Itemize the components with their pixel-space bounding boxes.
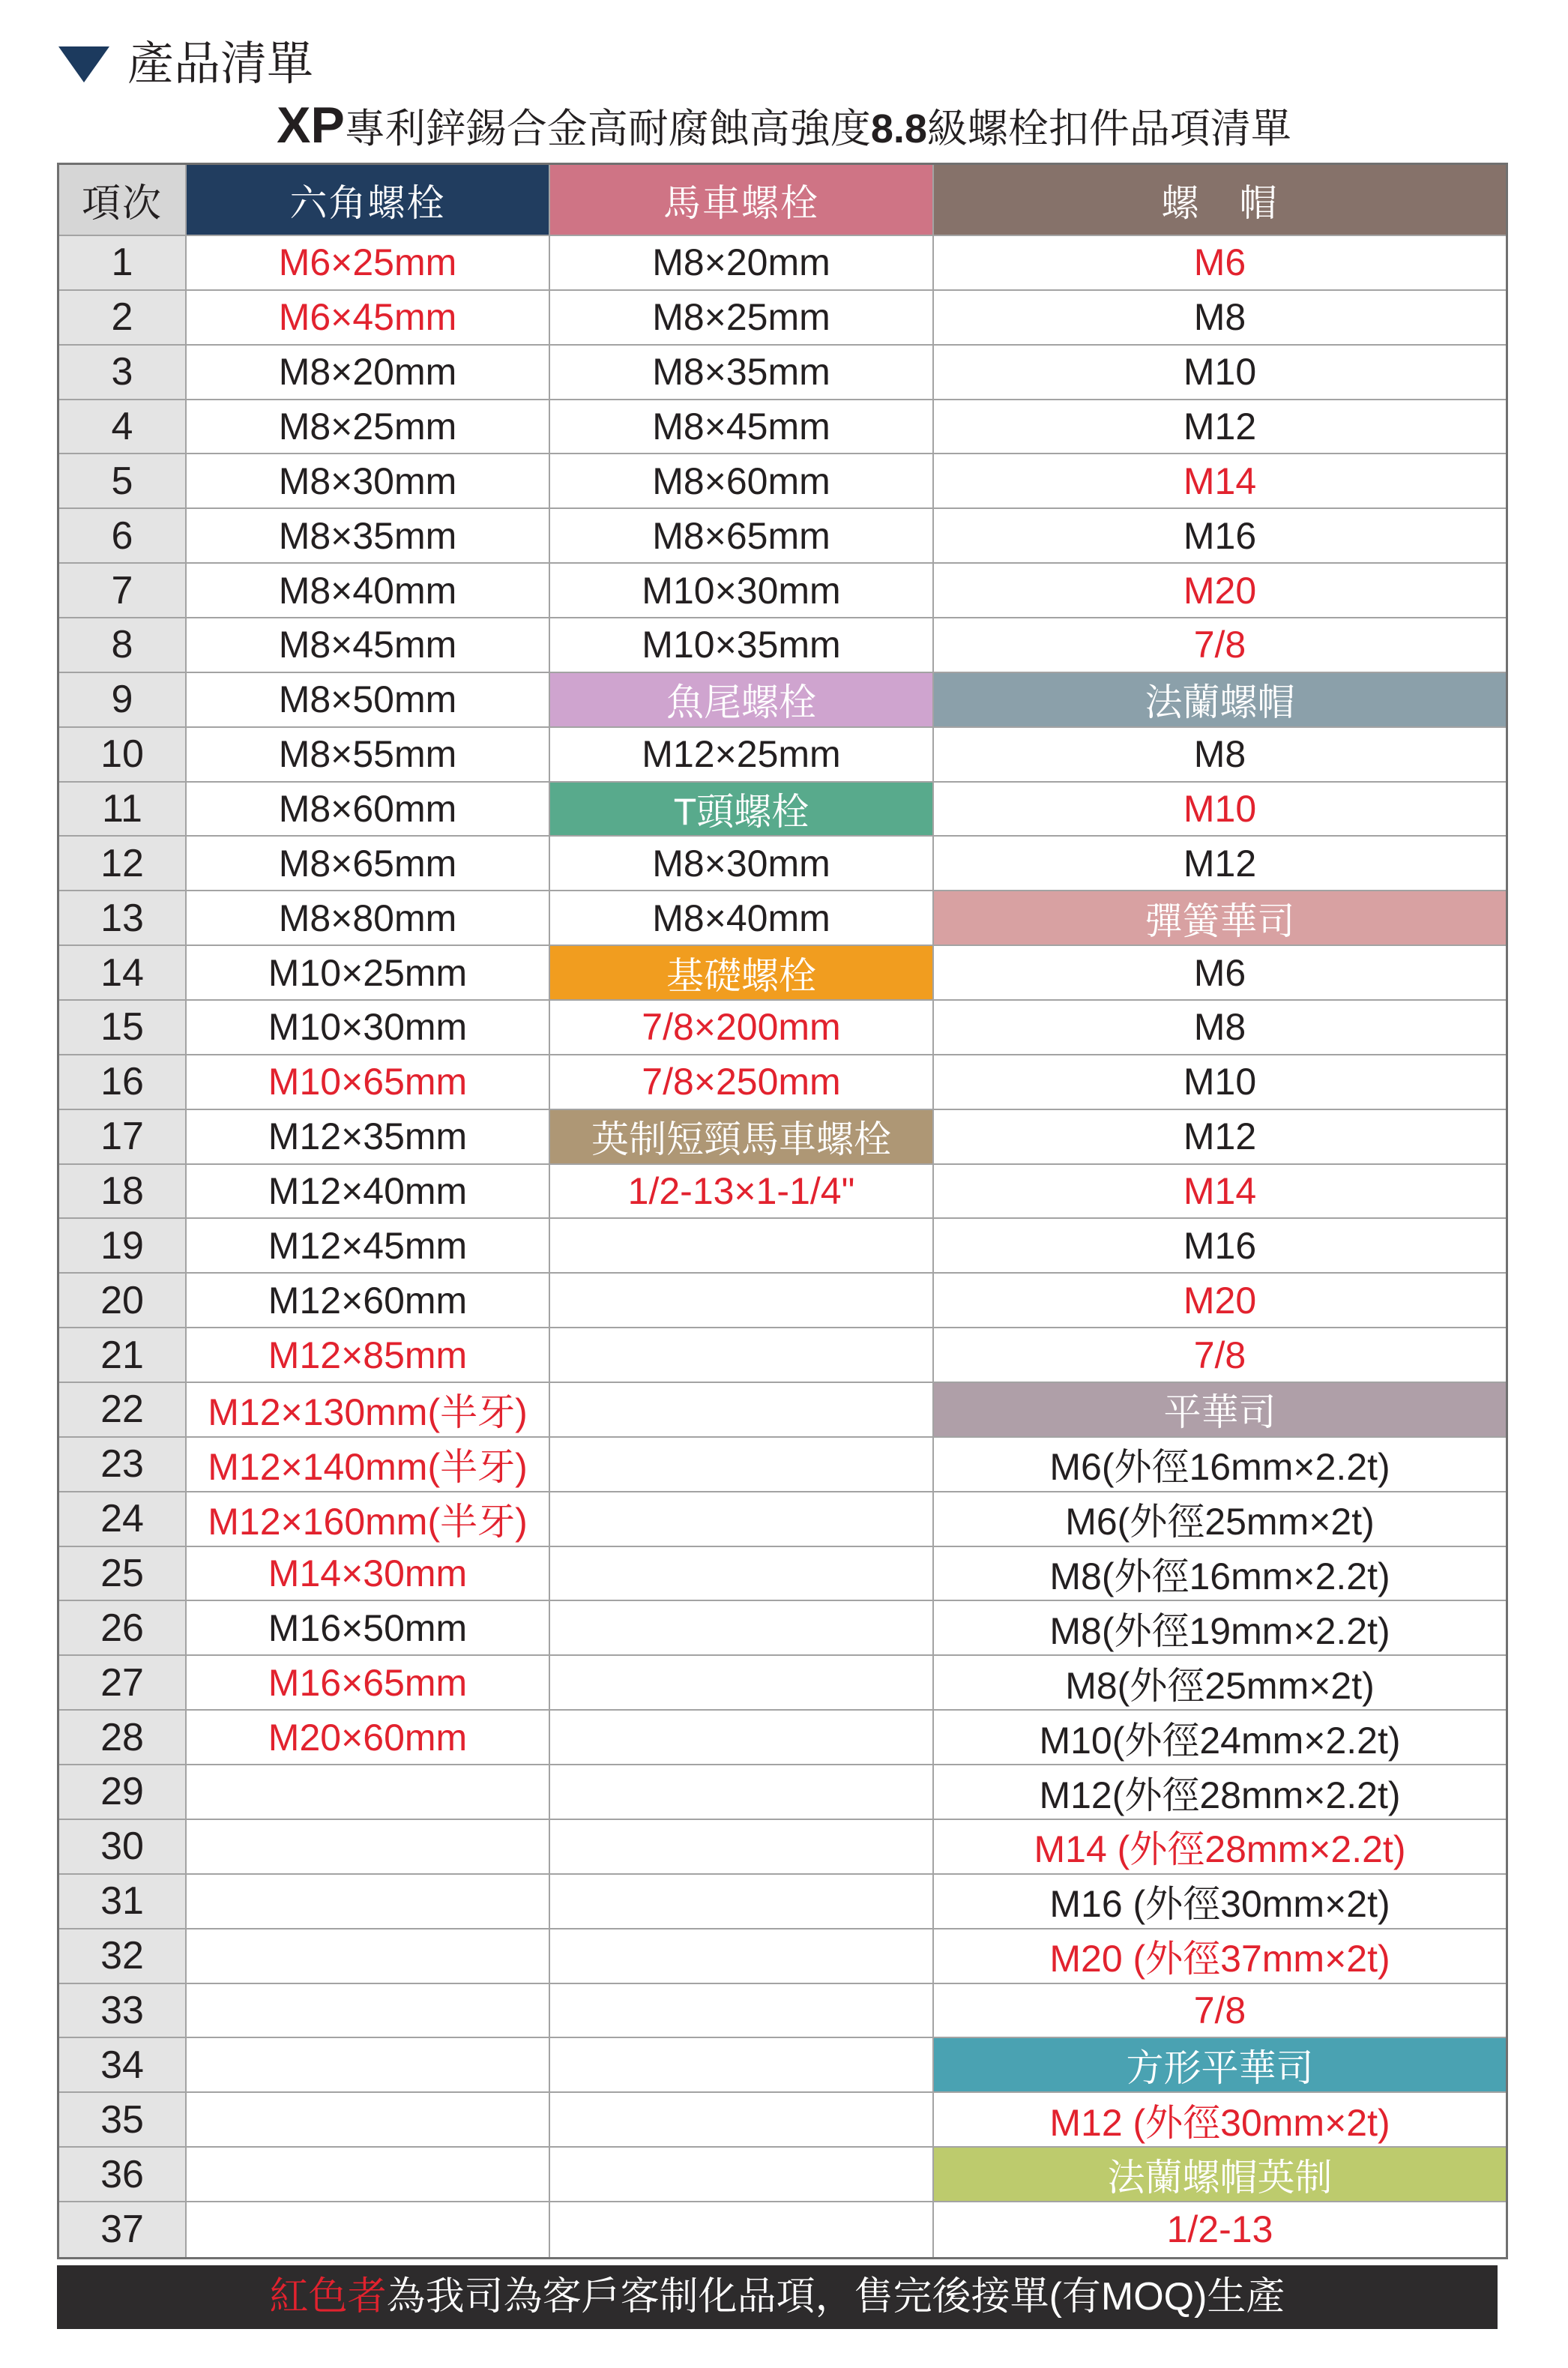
- nut-cell: M10(外徑24mm×2.2t): [934, 1711, 1506, 1765]
- section-header-cell: 魚尾螺栓: [550, 673, 934, 728]
- nut-cell: M8: [934, 291, 1506, 346]
- row-number: 17: [59, 1110, 187, 1165]
- nut-cell: M10: [934, 346, 1506, 400]
- row-number: 25: [59, 1547, 187, 1602]
- hex-bolt-cell: M8×30mm: [187, 454, 550, 509]
- nut-cell: M20: [934, 1274, 1506, 1328]
- carriage-bolt-cell-empty: [550, 2148, 934, 2202]
- row-number: 7: [59, 564, 187, 618]
- nut-cell: 7/8: [934, 1328, 1506, 1383]
- carriage-bolt-cell-empty: [550, 1383, 934, 1438]
- carriage-bolt-cell: M10×30mm: [550, 564, 934, 618]
- hex-bolt-cell: M12×85mm: [187, 1328, 550, 1383]
- row-number: 16: [59, 1055, 187, 1110]
- row-number: 1: [59, 236, 187, 291]
- nut-cell: 7/8: [934, 618, 1506, 673]
- nut-cell: M16: [934, 509, 1506, 564]
- nut-cell: M12(外徑28mm×2.2t): [934, 1765, 1506, 1820]
- nut-cell: M6(外徑25mm×2t): [934, 1492, 1506, 1547]
- row-number: 4: [59, 400, 187, 455]
- row-number: 10: [59, 728, 187, 783]
- hex-bolt-cell: M8×55mm: [187, 728, 550, 783]
- hex-bolt-cell: M16×50mm: [187, 1601, 550, 1656]
- hex-bolt-cell: M8×45mm: [187, 618, 550, 673]
- hex-bolt-cell: M12×40mm: [187, 1165, 550, 1220]
- nut-cell: M12 (外徑30mm×2t): [934, 2093, 1506, 2148]
- hex-bolt-cell: M10×65mm: [187, 1055, 550, 1110]
- hex-bolt-cell-empty: [187, 2093, 550, 2148]
- product-table: [57, 163, 1508, 2259]
- carriage-bolt-cell: 7/8×200mm: [550, 1001, 934, 1055]
- triangle-down-icon: [58, 46, 109, 82]
- hex-bolt-cell: M20×60mm: [187, 1711, 550, 1765]
- carriage-bolt-cell-empty: [550, 1547, 934, 1602]
- nut-cell: M8(外徑16mm×2.2t): [934, 1547, 1506, 1602]
- carriage-bolt-cell-empty: [550, 1219, 934, 1274]
- row-number: 22: [59, 1383, 187, 1438]
- hex-bolt-cell: M8×25mm: [187, 400, 550, 455]
- carriage-bolt-cell-empty: [550, 2038, 934, 2093]
- section-header-cell: 基礎螺栓: [550, 946, 934, 1001]
- row-number: 2: [59, 291, 187, 346]
- carriage-bolt-cell: M8×35mm: [550, 346, 934, 400]
- row-number: 19: [59, 1219, 187, 1274]
- section-header-cell: 平華司: [934, 1383, 1506, 1438]
- footer-text: 為我司為客戶客制化品項，售完後接單(有MOQ)生產: [386, 2275, 1285, 2319]
- hex-bolt-cell-empty: [187, 2148, 550, 2202]
- nut-cell: M20 (外徑37mm×2t): [934, 1929, 1506, 1984]
- carriage-bolt-cell: M10×35mm: [550, 618, 934, 673]
- document-title: [0, 96, 1568, 158]
- hex-bolt-cell: M12×60mm: [187, 1274, 550, 1328]
- page-heading: 產品清單: [127, 38, 314, 90]
- section-header-cell: 英制短頸馬車螺栓: [550, 1110, 934, 1165]
- title-brand: XP: [277, 97, 345, 154]
- row-number: 36: [59, 2148, 187, 2202]
- carriage-bolt-cell-empty: [550, 1711, 934, 1765]
- row-number: 26: [59, 1601, 187, 1656]
- nut-cell: M6: [934, 236, 1506, 291]
- hex-bolt-cell: M14×30mm: [187, 1547, 550, 1602]
- row-number: 37: [59, 2202, 187, 2257]
- hex-bolt-cell-empty: [187, 2202, 550, 2257]
- row-number: 11: [59, 783, 187, 837]
- title-grade: 8.8: [870, 106, 927, 151]
- hex-bolt-cell: M10×30mm: [187, 1001, 550, 1055]
- row-number: 24: [59, 1492, 187, 1547]
- row-number: 21: [59, 1328, 187, 1383]
- hex-bolt-cell-empty: [187, 1984, 550, 2039]
- hex-bolt-cell: M8×35mm: [187, 509, 550, 564]
- column-header-carriage: 馬車螺栓: [550, 165, 934, 236]
- hex-bolt-cell: M8×60mm: [187, 783, 550, 837]
- carriage-bolt-cell-empty: [550, 1492, 934, 1547]
- nut-cell: M10: [934, 1055, 1506, 1110]
- hex-bolt-cell: M8×80mm: [187, 891, 550, 946]
- nut-cell: M8(外徑19mm×2.2t): [934, 1601, 1506, 1656]
- nut-cell: M6(外徑16mm×2.2t): [934, 1438, 1506, 1492]
- row-number: 13: [59, 891, 187, 946]
- carriage-bolt-cell-empty: [550, 1929, 934, 1984]
- hex-bolt-cell: M6×25mm: [187, 236, 550, 291]
- nut-cell: 7/8: [934, 1984, 1506, 2039]
- nut-cell: M12: [934, 1110, 1506, 1165]
- carriage-bolt-cell-empty: [550, 1765, 934, 1820]
- carriage-bolt-cell: M8×40mm: [550, 891, 934, 946]
- hex-bolt-cell: M8×65mm: [187, 837, 550, 891]
- row-number: 20: [59, 1274, 187, 1328]
- row-number: 18: [59, 1165, 187, 1220]
- carriage-bolt-cell: M8×65mm: [550, 509, 934, 564]
- nut-cell: M12: [934, 837, 1506, 891]
- title-part-1: 專利鋅錫合金高耐腐蝕高強度: [344, 106, 871, 151]
- column-header-nut: 螺 帽: [934, 165, 1506, 236]
- column-header-hex: 六角螺栓: [187, 165, 550, 236]
- row-number: 14: [59, 946, 187, 1001]
- section-header-cell: 彈簧華司: [934, 891, 1506, 946]
- row-number: 23: [59, 1438, 187, 1492]
- nut-cell: M16 (外徑30mm×2t): [934, 1875, 1506, 1929]
- row-number: 34: [59, 2038, 187, 2093]
- hex-bolt-cell-empty: [187, 1765, 550, 1820]
- section-header-cell: 法蘭螺帽: [934, 673, 1506, 728]
- row-number: 31: [59, 1875, 187, 1929]
- column-header-no: 項次: [59, 165, 187, 236]
- section-header-cell: 方形平華司: [934, 2038, 1506, 2093]
- nut-cell: M16: [934, 1219, 1506, 1274]
- carriage-bolt-cell-empty: [550, 2202, 934, 2257]
- row-number: 32: [59, 1929, 187, 1984]
- nut-cell: M10: [934, 783, 1506, 837]
- row-number: 6: [59, 509, 187, 564]
- hex-bolt-cell: M6×45mm: [187, 291, 550, 346]
- hex-bolt-cell: M12×45mm: [187, 1219, 550, 1274]
- row-number: 5: [59, 454, 187, 509]
- hex-bolt-cell: M12×130mm(半牙): [187, 1383, 550, 1438]
- hex-bolt-cell-empty: [187, 1820, 550, 1875]
- nut-cell: M8(外徑25mm×2t): [934, 1656, 1506, 1711]
- nut-cell: M14: [934, 454, 1506, 509]
- hex-bolt-cell: M12×140mm(半牙): [187, 1438, 550, 1492]
- carriage-bolt-cell-empty: [550, 1328, 934, 1383]
- hex-bolt-cell: M8×20mm: [187, 346, 550, 400]
- hex-bolt-cell-empty: [187, 2038, 550, 2093]
- row-number: 8: [59, 618, 187, 673]
- footer-note: [57, 2265, 1498, 2329]
- nut-cell: M6: [934, 946, 1506, 1001]
- carriage-bolt-cell: M8×45mm: [550, 400, 934, 455]
- carriage-bolt-cell-empty: [550, 1875, 934, 1929]
- nut-cell: M14 (外徑28mm×2.2t): [934, 1820, 1506, 1875]
- nut-cell: M14: [934, 1165, 1506, 1220]
- carriage-bolt-cell: M8×60mm: [550, 454, 934, 509]
- carriage-bolt-cell-empty: [550, 1820, 934, 1875]
- row-number: 27: [59, 1656, 187, 1711]
- row-number: 12: [59, 837, 187, 891]
- carriage-bolt-cell-empty: [550, 1601, 934, 1656]
- nut-cell: 1/2-13: [1166, 2208, 1273, 2251]
- footer-highlight: 紅色者: [269, 2275, 387, 2319]
- carriage-bolt-cell-empty: [550, 1438, 934, 1492]
- hex-bolt-cell: M8×40mm: [187, 564, 550, 618]
- carriage-bolt-cell-empty: [550, 1274, 934, 1328]
- section-header-cell: T頭螺栓: [550, 783, 934, 837]
- hex-bolt-cell: M12×160mm(半牙): [187, 1492, 550, 1547]
- carriage-bolt-cell-empty: [550, 1656, 934, 1711]
- hex-bolt-cell: M8×50mm: [187, 673, 550, 728]
- hex-bolt-cell: M10×25mm: [187, 946, 550, 1001]
- row-number: 35: [59, 2093, 187, 2148]
- title-part-2: 級螺栓扣件品項清單: [926, 106, 1291, 151]
- row-number: 3: [59, 346, 187, 400]
- row-number: 30: [59, 1820, 187, 1875]
- hex-bolt-cell: M16×65mm: [187, 1656, 550, 1711]
- carriage-bolt-cell: M12×25mm: [550, 728, 934, 783]
- hex-bolt-cell-empty: [187, 1929, 550, 1984]
- carriage-bolt-cell-empty: [550, 2093, 934, 2148]
- carriage-bolt-cell: M8×30mm: [550, 837, 934, 891]
- hex-bolt-cell-empty: [187, 1875, 550, 1929]
- row-number: 28: [59, 1711, 187, 1765]
- nut-cell: M8: [934, 1001, 1506, 1055]
- row-number: 33: [59, 1984, 187, 2039]
- carriage-bolt-cell: M8×25mm: [550, 291, 934, 346]
- carriage-bolt-cell-empty: [550, 1984, 934, 2039]
- row-number: 29: [59, 1765, 187, 1820]
- carriage-bolt-cell: M8×20mm: [550, 236, 934, 291]
- section-header-cell: 法蘭螺帽英制: [934, 2148, 1506, 2202]
- hex-bolt-cell: M12×35mm: [187, 1110, 550, 1165]
- nut-cell: M20: [934, 564, 1506, 618]
- nut-cell: M8: [934, 728, 1506, 783]
- carriage-bolt-cell: 1/2-13×1-1/4": [550, 1165, 934, 1220]
- nut-cell: M12: [934, 400, 1506, 455]
- row-number: 9: [59, 673, 187, 728]
- row-number: 15: [59, 1001, 187, 1055]
- carriage-bolt-cell: 7/8×250mm: [550, 1055, 934, 1110]
